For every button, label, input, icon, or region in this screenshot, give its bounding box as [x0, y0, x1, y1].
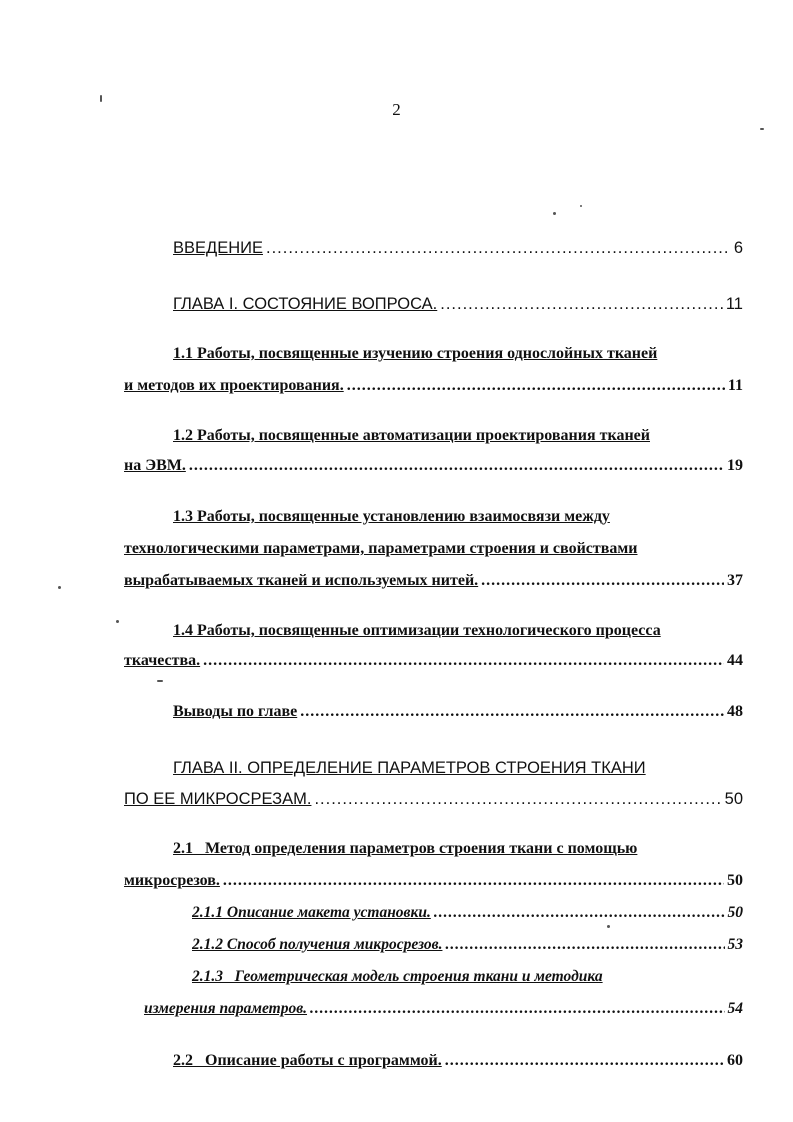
toc-entry-title: ткачества. [124, 652, 201, 669]
toc-entry-1-4-line1[interactable]: 1.4 Работы, посвященные оптимизации технологического процесса [173, 622, 661, 639]
toc-leader-dots [266, 236, 731, 260]
toc-entry-title: ГЛАВА I. СОСТОЯНИЕ ВОПРОСА. [173, 295, 438, 313]
toc-entry-title: вырабатываемых тканей и используемых нитей. [124, 572, 479, 589]
toc-leader-dots [445, 1049, 724, 1073]
toc-entry-page: 19 [727, 457, 743, 474]
toc-entry-title: микросрезов. [124, 872, 220, 889]
toc-entry-page: 44 [727, 652, 743, 669]
toc-entry-1-3-line2[interactable]: технологическими параметрами, параметрами строения и свойствами [124, 540, 638, 557]
toc-entry-intro[interactable] [173, 236, 743, 260]
toc-entry-page: 48 [727, 703, 743, 720]
toc-entry-2-1-line1[interactable]: 2.1 Метод определения параметров строения ткани с помощью [173, 840, 638, 857]
toc-leader-dots [310, 997, 724, 1021]
toc-leader-dots [481, 569, 724, 593]
toc-entry-2-1[interactable] [124, 869, 743, 893]
toc-entry-title: Выводы по главе [173, 703, 298, 720]
toc-leader-dots [189, 454, 724, 478]
scan-speck [607, 925, 610, 928]
toc-entry-title: 2.1.1 Описание макета установки. [192, 904, 431, 921]
toc-entry-2-2[interactable] [173, 1049, 743, 1073]
scan-speck [157, 680, 163, 682]
toc-entry-title: и методов их проектирования. [124, 377, 344, 394]
page-number: 2 [392, 100, 401, 119]
toc-entry-conclusions[interactable] [173, 700, 743, 724]
toc-entry-page: 50 [724, 790, 743, 808]
toc-leader-dots [445, 933, 724, 957]
toc-entry-page: 53 [727, 936, 743, 953]
toc-entry-1-2-line1[interactable]: 1.2 Работы, посвященные автоматизации проектирования тканей [173, 427, 650, 444]
scan-speck [760, 128, 764, 130]
scan-speck [100, 95, 102, 102]
scan-speck [580, 205, 582, 207]
toc-entry-title: 2.1.2 Способ получения микросрезов. [192, 936, 443, 953]
toc-entry-page: 6 [733, 239, 743, 257]
toc-entry-page: 54 [727, 1000, 743, 1017]
toc-entry-title: измерения параметров. [144, 1000, 308, 1017]
toc-entry-1-1-line1[interactable]: 1.1 Работы, посвященные изучению строения однослойных тканей [173, 345, 658, 362]
toc-leader-dots [300, 700, 724, 724]
toc-entry-1-2[interactable] [124, 454, 743, 478]
toc-entry-title: ВВЕДЕНИЕ [173, 239, 263, 257]
toc-entry-2-1-2[interactable] [192, 933, 743, 957]
toc-entry-page: 37 [727, 572, 743, 589]
toc-entry-title: ПО ЕЕ МИКРОСРЕЗАМ. [124, 790, 312, 808]
toc-entry-1-1[interactable] [124, 374, 743, 398]
toc-entry-1-4[interactable] [124, 649, 743, 673]
scan-speck [116, 620, 119, 623]
toc-entry-1-3[interactable] [124, 569, 743, 593]
scan-speck [553, 212, 556, 215]
toc-entry-2-1-1[interactable] [192, 901, 743, 925]
scan-speck [58, 586, 61, 589]
toc-entry-1-3-line1[interactable]: 1.3 Работы, посвященные установлению взаимосвязи между [173, 508, 610, 525]
toc-entry-chapter-2-line1[interactable]: ГЛАВА II. ОПРЕДЕЛЕНИЕ ПАРАМЕТРОВ СТРОЕНИЯ ТКАНИ [173, 759, 646, 777]
toc-entry-page: 50 [727, 872, 743, 889]
toc-entry-2-1-3-line1[interactable]: 2.1.3 Геометрическая модель строения ткани и методика [192, 968, 603, 985]
toc-leader-dots [223, 869, 724, 893]
toc-leader-dots [203, 649, 724, 673]
toc-leader-dots [434, 901, 725, 925]
toc-entry-page: 11 [727, 377, 743, 394]
toc-entry-chapter-2[interactable] [124, 787, 743, 811]
toc-entry-page: 11 [725, 295, 743, 313]
toc-entry-page: 50 [727, 904, 743, 921]
toc-leader-dots [347, 374, 725, 398]
toc-entry-title: 2.2 Описание работы с программой. [173, 1052, 442, 1069]
toc-entry-page: 60 [727, 1052, 743, 1069]
toc-leader-dots [314, 787, 721, 811]
toc-entry-2-1-3[interactable] [144, 997, 743, 1021]
toc-leader-dots [440, 292, 723, 316]
toc-entry-chapter-1[interactable] [173, 292, 743, 316]
toc-entry-title: на ЭВМ. [124, 457, 186, 474]
